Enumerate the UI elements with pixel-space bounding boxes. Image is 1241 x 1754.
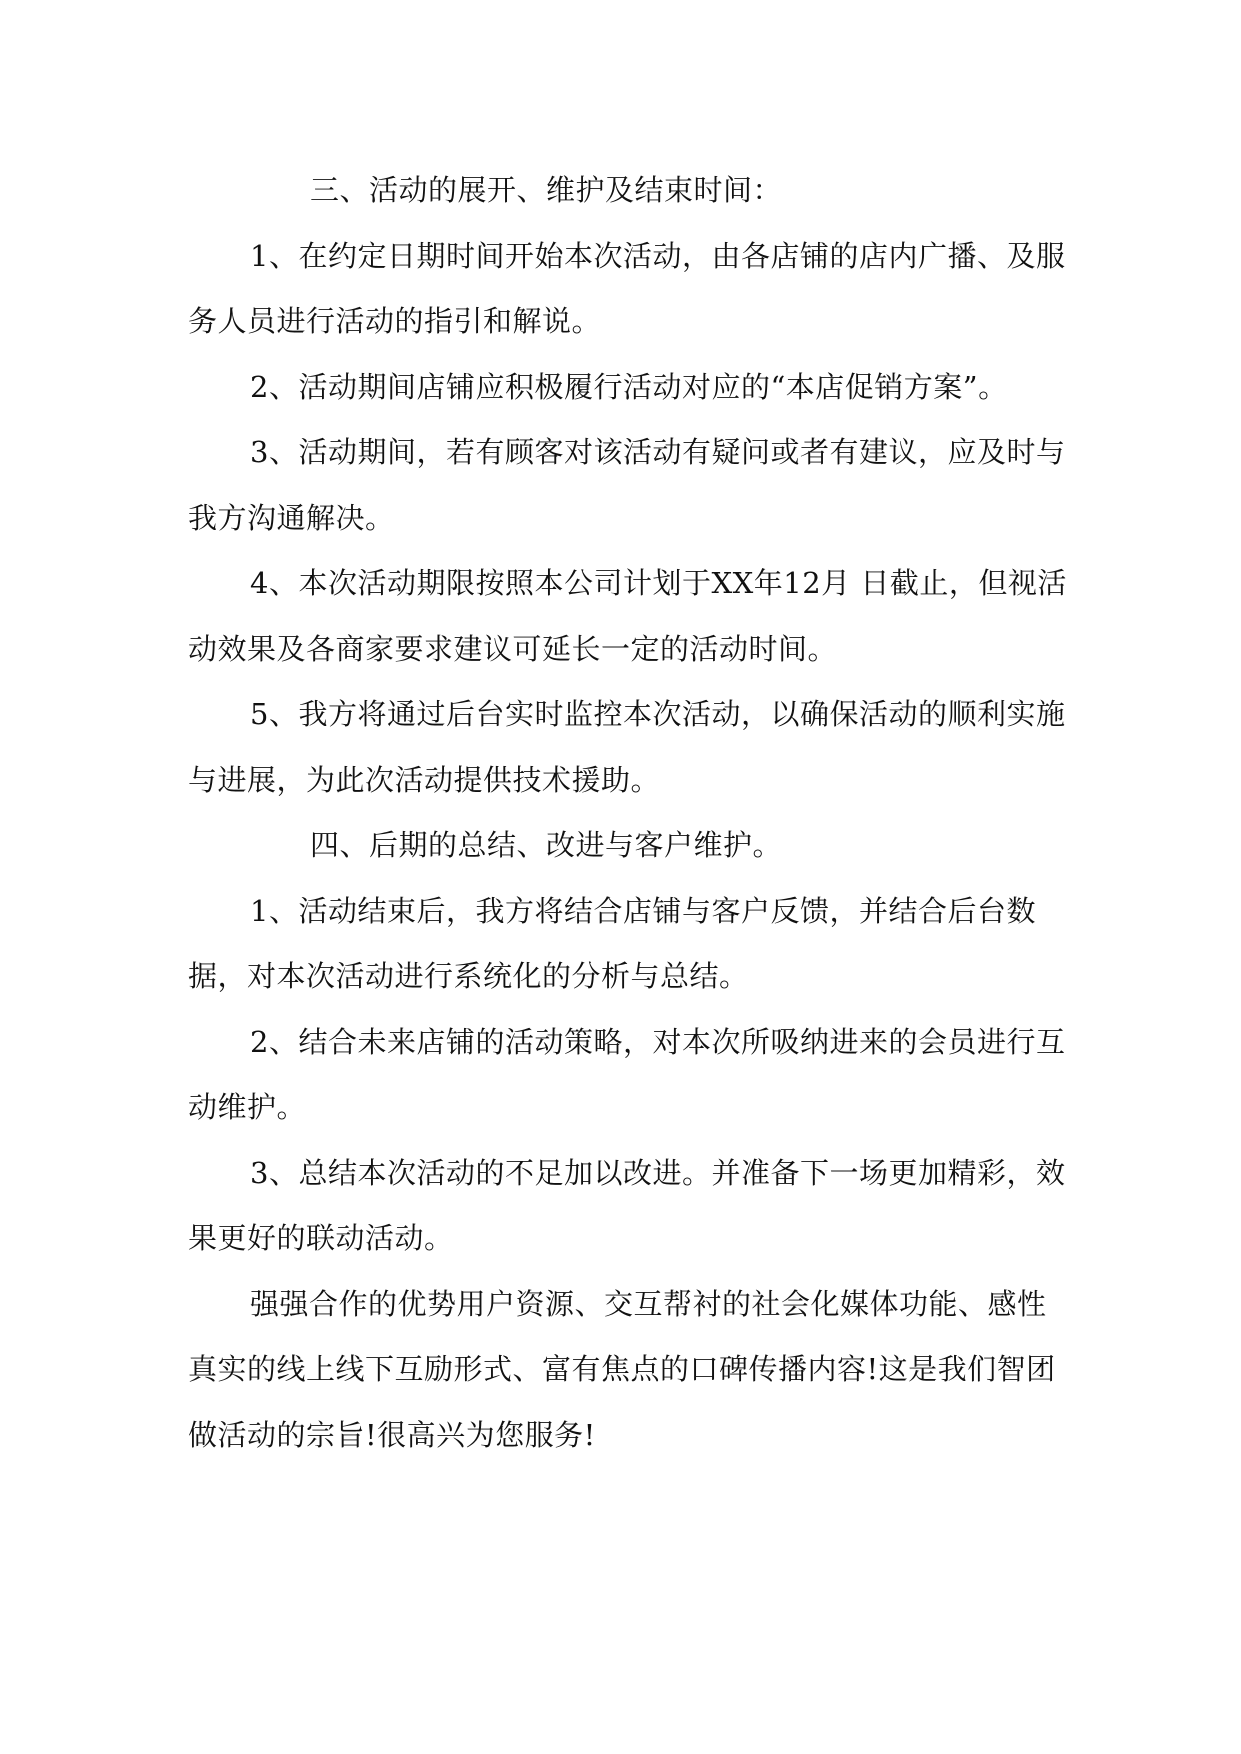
section-heading-3: 三、活动的展开、维护及结束时间： [310,173,783,207]
paragraph-3-5: 5、我方将通过后台实时监控本次活动，以确保活动的顺利实施与进展，为此次活动提供技术援助。 [188,697,1066,797]
paragraph-3-2: 2、活动期间店铺应积极履行活动对应的“本店促销方案”。 [250,369,1008,404]
paragraph-4-1: 1、活动结束后，我方将结合店铺与客户反馈，并结合后台数据，对本次活动进行系统化的分析与总结。 [188,893,1036,993]
section-heading-4: 四、后期的总结、改进与客户维护。 [310,828,783,862]
paragraph-3-1: 1、在约定日期时间开始本次活动，由各店铺的店内广播、及服务人员进行活动的指引和解说。 [188,238,1066,338]
document-body [188,158,1068,1468]
paragraph-3-4: 4、本次活动期限按照本公司计划于XX年12月 日截止，但视活动效果及各商家要求建议可延长一定的活动时间。 [188,566,1067,666]
closing-paragraph: 强强合作的优势用户资源、交互帮衬的社会化媒体功能、感性真实的线上线下互励形式、富有焦点的口碑传播内容!这是我们智团做活动的宗旨!很高兴为您服务! [188,1286,1056,1452]
paragraph-3-3: 3、活动期间，若有顾客对该活动有疑问或者有建议，应及时与我方沟通解决。 [188,435,1066,535]
paragraph-4-2: 2、结合未来店铺的活动策略，对本次所吸纳进来的会员进行互动维护。 [188,1024,1066,1124]
paragraph-4-3: 3、总结本次活动的不足加以改进。并准备下一场更加精彩，效果更好的联动活动。 [188,1155,1066,1255]
